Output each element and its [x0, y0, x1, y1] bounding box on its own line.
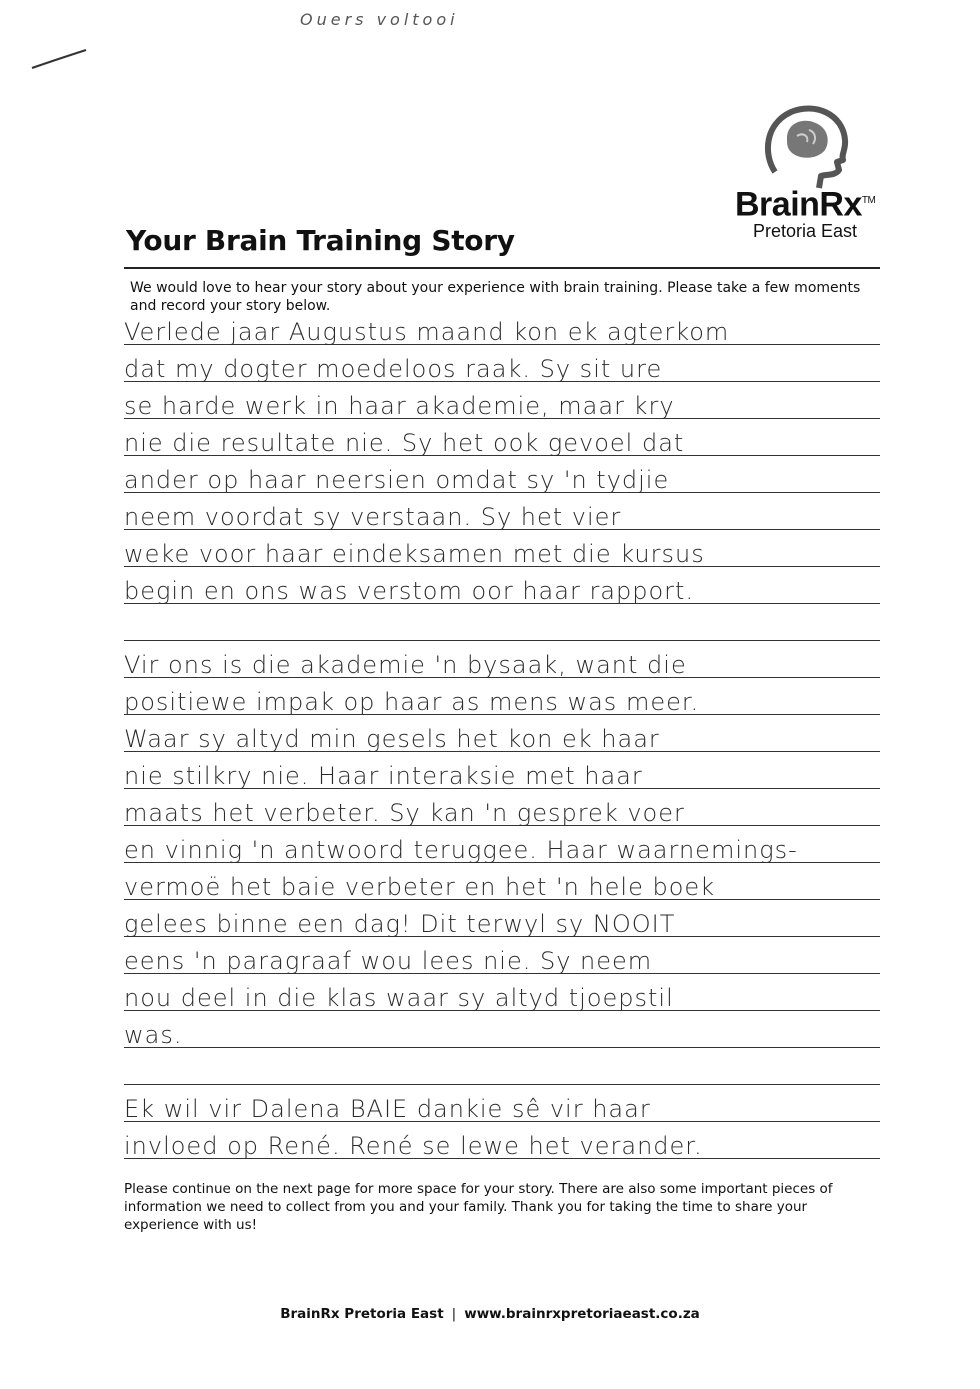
story-line: positiewe impak op haar as mens was meer. [124, 688, 700, 716]
story-line: gelees binne een dag! Dit terwyl sy NOOIT [124, 910, 676, 938]
story-line: nie stilkry nie. Haar interaksie met haar [124, 762, 643, 790]
ruled-line [124, 640, 880, 641]
page-footer [0, 1306, 980, 1322]
story-line: Verlede jaar Augustus maand kon ek agterkom [124, 318, 730, 346]
story-line: neem voordat sy verstaan. Sy het vier [124, 503, 622, 531]
footer-website-link[interactable]: www.brainrxpretoriaeast.co.za [464, 1306, 700, 1322]
story-line: ander op haar neersien omdat sy 'n tydjie [124, 466, 670, 494]
pen-stroke-mark [30, 44, 90, 74]
story-line: Ek wil vir Dalena BAIE dankie sê vir haar [124, 1095, 651, 1123]
footer-separator: | [451, 1306, 457, 1322]
story-line: invloed op René. René se lewe het verander. [124, 1132, 703, 1160]
story-line: se harde werk in haar akademie, maar kry [124, 392, 675, 420]
story-line: maats het verbeter. Sy kan 'n gesprek voer [124, 799, 685, 827]
story-line: Waar sy altyd min gesels het kon ek haar [124, 725, 660, 753]
story-line: en vinnig 'n antwoord teruggee. Haar waarnemings- [124, 836, 798, 864]
closing-text: Please continue on the next page for more space for your story. There are also some important pieces of information we need to collect from you and your family. Thank you for taking the time to share your experience with us! [124, 1181, 833, 1233]
story-line: vermoë het baie verbeter en het 'n hele boek [124, 873, 716, 901]
footer-org: BrainRx Pretoria East [280, 1306, 444, 1322]
story-line: eens 'n paragraaf wou lees nie. Sy neem [124, 947, 653, 975]
story-line: Vir ons is die akademie 'n bysaak, want die [124, 651, 687, 679]
logo-wordmark: BrainRx™ [735, 185, 876, 224]
form-intro: We would love to hear your story about your experience with brain training. Please take a few moments and record your story below. [130, 280, 861, 314]
form-title: Your Brain Training Story [126, 224, 515, 257]
logo-subtitle: Pretoria East [752, 221, 858, 242]
story-line: begin en ons was verstom oor haar rapport. [124, 577, 695, 605]
ruled-line [124, 1084, 880, 1085]
handwritten-top-note: Ouers voltooi [300, 10, 459, 29]
story-line: nou deel in die klas waar sy altyd tjoepstil [124, 984, 674, 1012]
story-line: nie die resultate nie. Sy het ook gevoel dat [124, 429, 685, 457]
story-line: dat my dogter moedeloos raak. Sy sit ure [124, 355, 663, 383]
story-line: was. [124, 1021, 183, 1049]
story-line: weke voor haar eindeksamen met die kursus [124, 540, 705, 568]
